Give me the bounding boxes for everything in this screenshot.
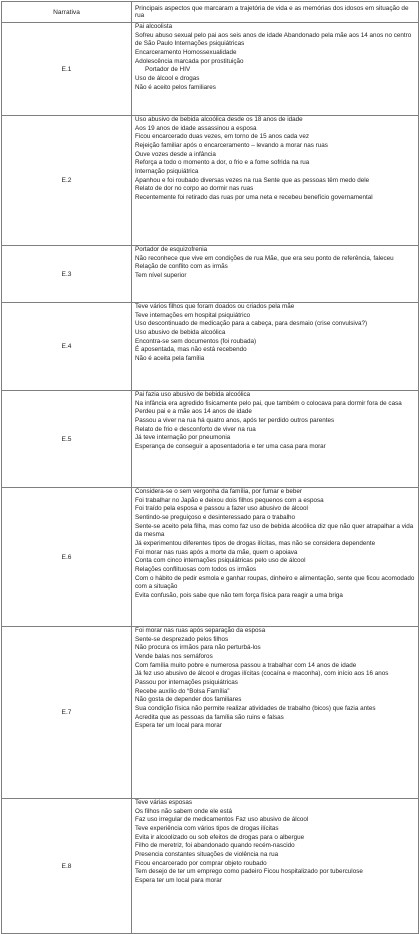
aspect-line: Com família muito pobre e numerosa passou a trabalhar com 14 anos de idade <box>135 661 357 669</box>
narrative-id: E.4 <box>2 303 132 391</box>
aspect-line: Espera ter um local para morar <box>135 722 222 730</box>
aspect-line: Esperança de conseguir a aposentadoria e ter uma casa para morar <box>135 442 326 450</box>
aspect-line: Relação de conflito com as irmãs <box>135 263 228 271</box>
aspect-line: Reforça a todo o momento a dor, o frio e a fome sofrida na rua <box>135 159 310 167</box>
aspect-line: Rejeição familiar após o encarceramento – levando a morar nas ruas <box>135 141 328 149</box>
aspect-line: Com o hábito de pedir esmola e ganhar roupas, dinheiro e alimentação, sente que ficou acomodado com a situação <box>135 574 415 591</box>
narrative-id: E.5 <box>2 391 132 488</box>
aspect-line: Sentindo-se preguiçoso e desinteressado para o trabalho <box>135 513 295 521</box>
aspect-line: Já experimentou diferentes tipos de drogas ilícitas, mas não se considera dependente <box>135 539 376 547</box>
narrative-id: E.7 <box>2 627 132 799</box>
aspect-line: Já teve internação por pneumonia <box>135 434 231 442</box>
aspect-line: Sente-se aceito pela filha, mas como faz uso de bebida alcoólica diz que não quer atrapalhar a vida da mesma <box>135 522 414 539</box>
aspect-line: Sua condição física não permite realizar atividades de trabalho (bicos) que fazia antes <box>135 704 376 712</box>
narrative-id: E.1 <box>2 23 132 116</box>
table-row <box>2 116 419 246</box>
table-row <box>2 303 419 391</box>
narrative-id: E.3 <box>2 246 132 303</box>
aspect-line: Foi morar nas ruas após a morte da mãe, quem o apoiava <box>135 548 298 556</box>
aspect-line: Pai fazia uso abusivo de bebida alcoólica <box>135 391 251 398</box>
aspect-line: Teve várias esposas <box>135 799 193 806</box>
aspect-line: Passou por internações psiquiátricas <box>135 678 238 686</box>
aspect-line: Passou a viver na rua há quatro anos, após ter perdido outros parentes <box>135 416 335 424</box>
aspect-line: Não procura os irmãos para não perturbá-los <box>135 644 261 652</box>
narratives-table <box>1 1 419 934</box>
aspect-line: Considera-se o sem vergonha da família, por fumar e beber <box>135 488 302 495</box>
aspect-line: Já fez uso abusivo de álcool e drogas ilícitas (cocaína e maconha), com início aos 16 anos <box>135 670 389 678</box>
aspect-line: Foi trabalhar no Japão e deixou dois filhos pequenos com a esposa <box>135 496 324 504</box>
aspect-line: Pai alcoolista <box>135 23 173 30</box>
aspect-line: É aposentada, mas não está recebendo <box>135 346 247 354</box>
aspect-line: Presencia constantes situações de violência na rua <box>135 850 279 858</box>
aspect-line: Foi traído pela esposa e passou a fazer uso abusivo de álcool <box>135 505 308 513</box>
narrative-aspects <box>132 246 419 303</box>
aspect-line: Não gosta de depender dos familiares <box>135 696 242 704</box>
header-narrativa: Narrativa <box>2 2 132 23</box>
aspect-line: Uso descontinuado de medicação para a cabeça, para desmaio (crise convulsiva?) <box>135 320 368 328</box>
header-aspectos: Principais aspectos que marcaram a trajetória de vida e as memórias dos idosos em situação de rua <box>132 2 419 23</box>
aspect-line: Filho de meretriz, foi abandonado quando recém-nascido <box>135 842 295 850</box>
narrative-aspects <box>132 488 419 627</box>
aspect-line: Teve vários filhos que foram doados ou criados pela mãe <box>135 303 295 310</box>
aspect-line: Internação psiquiátrica <box>135 167 199 175</box>
aspect-line: Recebe auxílio do “Bolsa Família” <box>135 687 230 695</box>
aspect-line: Na infância era agredido fisicamente pelo pai, que também o colocava para dormir fora de casa <box>135 399 402 407</box>
aspect-line: Relações conflituosas com todos os irmãos <box>135 565 257 573</box>
aspect-line: Ficou encarcerado duas vezes, em torno de 15 anos cada vez <box>135 133 309 141</box>
narrative-aspects <box>132 23 419 116</box>
table-row <box>2 488 419 627</box>
table-header-row <box>2 2 419 23</box>
aspect-line: Ouve vozes desde a infância <box>135 150 216 158</box>
aspect-line: Encarceramento Homossexualidade <box>135 48 237 56</box>
aspect-line: Portador de HIV <box>145 66 191 74</box>
aspect-line: Conta com cinco internações psiquiátricas pelo uso de álcool <box>135 557 306 565</box>
aspect-line: Relato de dor no corpo ao dormir nas ruas <box>135 185 254 193</box>
aspect-line: Foi morar nas ruas após separação da esposa <box>135 627 266 634</box>
aspect-line: Não é aceito pelos familiares <box>135 83 216 91</box>
aspect-line: Adolescência marcada por prostituição <box>135 57 244 65</box>
narrative-aspects <box>132 799 419 934</box>
aspect-line: Encontra-se sem documentos (foi roubada) <box>135 337 257 345</box>
narrative-id: E.6 <box>2 488 132 627</box>
narrative-id: E.2 <box>2 116 132 246</box>
aspect-line: Os filhos não sabem onde ele está <box>135 807 232 815</box>
narrative-aspects <box>132 303 419 391</box>
table-row <box>2 246 419 303</box>
aspect-line: Tem nível superior <box>135 271 187 279</box>
aspect-line: Uso abusivo de bebida alcoólica <box>135 328 226 336</box>
table-row <box>2 391 419 488</box>
aspect-line: Sofreu abuso sexual pelo pai aos seis anos de idade Abandonado pela mãe aos 14 anos no centro de São Paulo Internações psiquiátricas <box>135 31 412 48</box>
aspect-line: Uso abusivo de bebida alcoólica desde os 18 anos de idade <box>135 116 303 123</box>
aspect-line: Perdeu pai e a mãe aos 14 anos de idade <box>135 408 252 416</box>
narrative-aspects <box>132 627 419 799</box>
aspect-line: Teve internações em hospital psiquiátrico <box>135 311 251 319</box>
aspect-line: Relato de frio e desconforto de viver na rua <box>135 425 256 433</box>
aspect-line: Não é aceita pela família <box>135 354 205 362</box>
aspect-line: Não reconhece que vive em condições de rua Mãe, que era seu ponto de referência, faleceu <box>135 254 394 262</box>
aspect-line: Faz uso irregular de medicamentos Faz uso abusivo de álcool <box>135 816 309 824</box>
aspect-line: Ficou encarcerado por comprar objeto roubado <box>135 859 267 867</box>
aspect-line: Recentemente foi retirado das ruas por uma neta e recebeu benefício governamental <box>135 193 373 201</box>
aspect-line: Vende balas nos semáforos <box>135 652 213 660</box>
table-row <box>2 23 419 116</box>
aspect-line: Aos 19 anos de idade assassinou a esposa <box>135 124 257 132</box>
aspect-line: Portador de esquizofrenia <box>135 246 208 253</box>
aspect-line: Teve experiência com vários tipos de drogas ilícitas <box>135 824 279 832</box>
aspect-line: Evita ir alcoolizado ou sob efeitos de drogas para o albergue <box>135 833 305 841</box>
aspect-line: Sente-se desprezado pelos filhos <box>135 635 229 643</box>
table-row <box>2 627 419 799</box>
table-row <box>2 799 419 934</box>
narrative-aspects <box>132 391 419 488</box>
narrative-id: E.8 <box>2 799 132 934</box>
aspect-line: Acredita que as pessoas da família são ruins e falsas <box>135 713 284 721</box>
aspect-line: Evita confusão, pois sabe que não tem força física para reagir a uma briga <box>135 591 343 599</box>
aspect-line: Apanhou e foi roubado diversas vezes na rua Sente que as pessoas têm medo dele <box>135 176 370 184</box>
aspect-line: Uso de álcool e drogas <box>135 74 200 82</box>
aspect-line: Tem desejo de ter um emprego como padeiro Ficou hospitalizado por tuberculose <box>135 868 363 876</box>
aspect-line: Espera ter um local para morar <box>135 876 222 884</box>
narrative-aspects <box>132 116 419 246</box>
